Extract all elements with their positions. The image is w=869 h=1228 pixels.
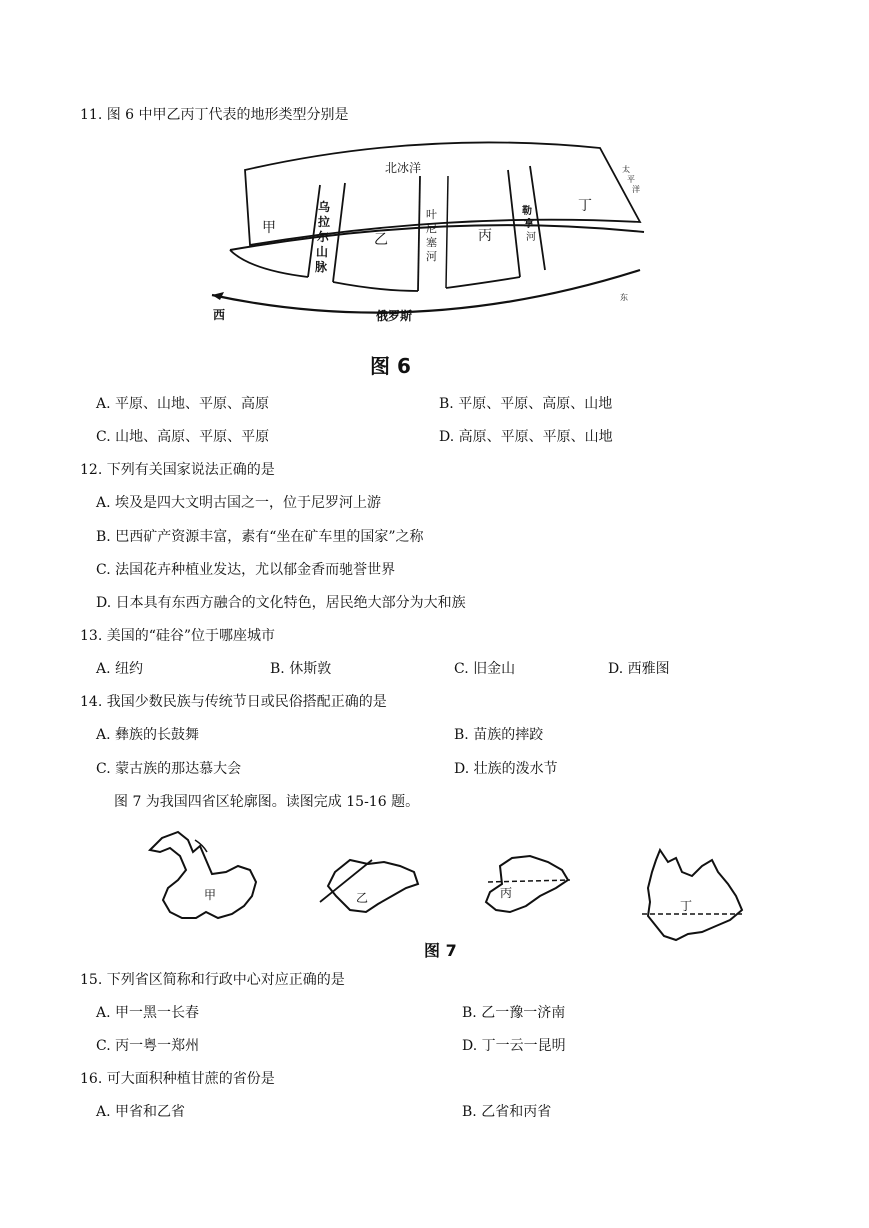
label-arctic-ocean: 北冰洋 <box>385 161 422 175</box>
outline-province-yi <box>328 860 418 912</box>
label-yenisei-4: 河 <box>426 250 437 263</box>
question-14-stem: 14. 我国少数民族与传统节日或民俗搭配正确的是 <box>80 694 387 710</box>
label-fig7-yi: 乙 <box>356 891 369 905</box>
q14-option-c: C. 蒙古族的那达慕大会 <box>96 761 242 777</box>
label-lena-3: 河 <box>526 232 536 243</box>
q12-option-b: B. 巴西矿产资源丰富，素有“坐在矿车里的国家”之称 <box>96 529 424 545</box>
q14-option-b: B. 苗族的摔跤 <box>454 727 544 743</box>
label-ural-3: 尔 <box>317 230 330 244</box>
west-east-arrow-line <box>212 270 640 313</box>
label-pacific-1: 太 <box>622 165 630 174</box>
label-region-ding: 丁 <box>578 198 592 214</box>
q16-option-b: B. 乙省和丙省 <box>462 1104 552 1120</box>
q12-option-d: D. 日本具有东西方融合的文化特色，居民绝大部分为大和族 <box>96 595 466 611</box>
arrow-head-west <box>212 292 224 300</box>
label-pacific-2: 平 <box>627 175 635 184</box>
label-fig7-bing: 丙 <box>500 886 513 900</box>
q11-option-d: D. 高原、平原、平原、山地 <box>439 429 613 445</box>
label-yenisei-1: 叶 <box>426 208 437 221</box>
label-lena-1: 勒 <box>522 206 532 217</box>
question-12-stem: 12. 下列有关国家说法正确的是 <box>80 462 275 478</box>
label-fig7-ding: 丁 <box>680 899 693 913</box>
question-16-stem: 16. 可大面积种植甘蔗的省份是 <box>80 1071 275 1087</box>
q13-option-d: D. 西雅图 <box>608 661 670 677</box>
q11-option-b: B. 平原、平原、高原、山地 <box>439 396 613 412</box>
q13-option-c: C. 旧金山 <box>454 661 516 677</box>
question-13-stem: 13. 美国的“硅谷”位于哪座城市 <box>80 628 276 644</box>
figure-7-intro: 图 7 为我国四省区轮廓图。读图完成 15-16 题。 <box>114 794 420 810</box>
q15-option-b: B. 乙一豫一济南 <box>462 1005 566 1021</box>
outline-province-ding <box>648 850 742 940</box>
label-lena-2: 拿 <box>524 219 534 230</box>
q13-option-a: A. 纽约 <box>96 661 144 677</box>
label-fig7-jia: 甲 <box>204 888 217 902</box>
q15-option-a: A. 甲一黑一长春 <box>96 1005 200 1021</box>
label-russia: 俄罗斯 <box>376 309 413 323</box>
q14-option-a: A. 彝族的长鼓舞 <box>96 727 200 743</box>
q11-option-a: A. 平原、山地、平原、高原 <box>96 396 270 412</box>
q16-option-a: A. 甲省和乙省 <box>96 1104 186 1120</box>
label-yenisei-2: 尼 <box>426 222 437 235</box>
question-11-stem: 11. 图 6 中甲乙丙丁代表的地形类型分别是 <box>80 107 349 123</box>
label-west: 西 <box>213 308 226 322</box>
figure-6-russia-terrain <box>0 0 869 340</box>
outline-province-bing <box>486 856 568 912</box>
label-ural-4: 山 <box>316 245 329 259</box>
label-region-bing: 丙 <box>478 228 492 244</box>
label-ural-1: 乌 <box>318 200 331 214</box>
band-outline <box>245 142 640 245</box>
figure-7-province-outlines <box>0 815 869 955</box>
q13-option-b: B. 休斯敦 <box>270 661 332 677</box>
q12-option-c: C. 法国花卉种植业发达，尤以郁金香而驰誉世界 <box>96 562 396 578</box>
label-yenisei-3: 塞 <box>426 236 437 249</box>
q15-option-c: C. 丙一粤一郑州 <box>96 1038 200 1054</box>
label-ural-5: 脉 <box>315 260 328 274</box>
q14-option-d: D. 壮族的泼水节 <box>454 761 558 777</box>
figure-7-caption: 图 7 <box>424 941 457 960</box>
outline-province-jia <box>150 832 256 918</box>
question-15-stem: 15. 下列省区简称和行政中心对应正确的是 <box>80 972 345 988</box>
q15-option-d: D. 丁一云一昆明 <box>462 1038 566 1054</box>
q11-option-c: C. 山地、高原、平原、平原 <box>96 429 270 445</box>
figure-6-caption: 图 6 <box>370 354 411 378</box>
q12-option-a: A. 埃及是四大文明古国之一，位于尼罗河上游 <box>96 495 382 511</box>
label-region-jia: 甲 <box>262 220 276 236</box>
label-east: 东 <box>620 293 628 302</box>
label-pacific-3: 洋 <box>632 185 640 194</box>
label-ural-2: 拉 <box>318 215 331 229</box>
label-region-yi: 乙 <box>374 232 388 248</box>
